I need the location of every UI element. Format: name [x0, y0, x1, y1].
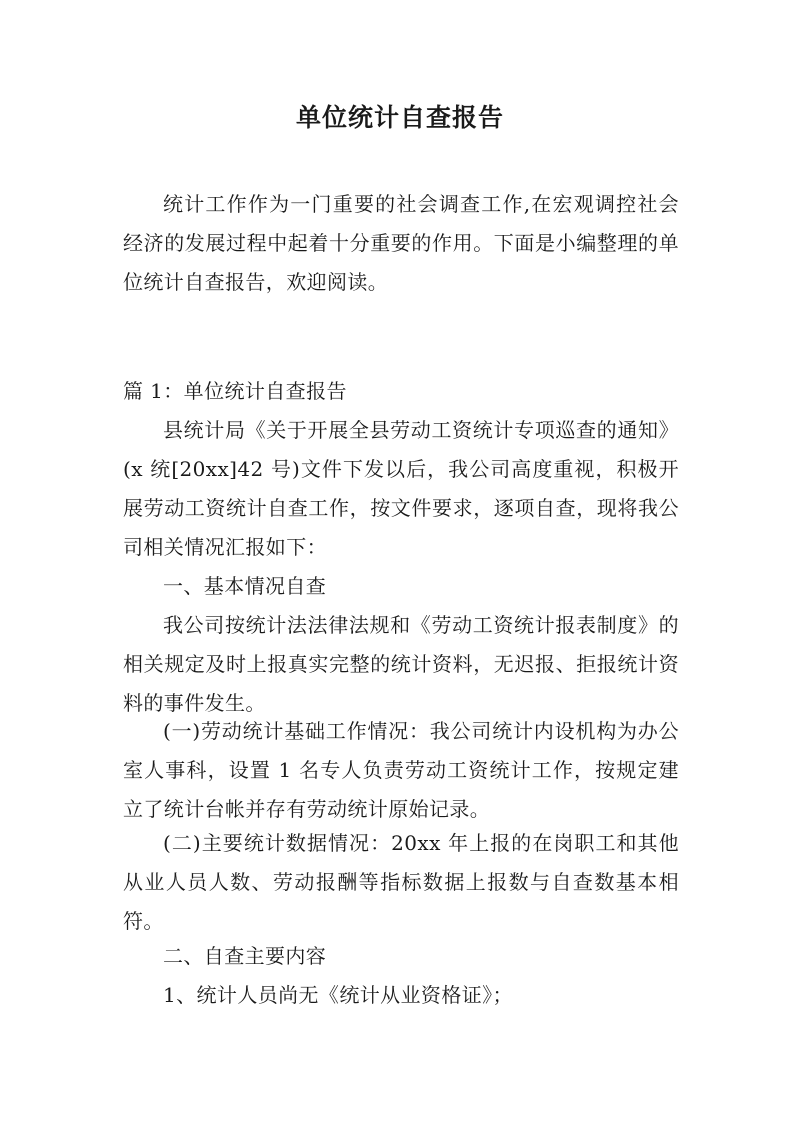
document-title: 单位统计自查报告 — [295, 103, 504, 132]
body-paragraph-4: (二)主要统计数据情况：20xx 年上报的在岗职工和其他从业人员人数、劳动报酬等指标数据上报数与自查数基本相符。 — [123, 831, 679, 933]
section-heading-2: 二、自查主要内容 — [163, 944, 327, 968]
list-item-1: 1、统计人员尚无《统计从业资格证》； — [163, 983, 513, 1007]
body-paragraph-1: 县统计局《关于开展全县劳动工资统计专项巡查的通知》(x 统[20xx]42 号)文件下发以后，我公司高度重视，积极开展劳动工资统计自查工作，按文件要求，逐项自查，现将我公司相关情况汇报如下： — [123, 418, 679, 559]
intro-paragraph: 统计工作作为一门重要的社会调查工作,在宏观调控社会经济的发展过程中起着十分重要的作用。下面是小编整理的单位统计自查报告，欢迎阅读。 — [123, 192, 679, 294]
body-paragraph-3: (一)劳动统计基础工作情况：我公司统计内设机构为办公室人事科，设置 1 名专人负责劳动工资统计工作，按规定建立了统计台帐并存有劳动统计原始记录。 — [123, 719, 679, 821]
body-paragraph-2: 我公司按统计法法律法规和《劳动工资统计报表制度》的相关规定及时上报真实完整的统计资料，无迟报、拒报统计资料的事件发生。 — [123, 613, 679, 715]
section-label: 篇 1：单位统计自查报告 — [123, 379, 347, 403]
section-heading-1: 一、基本情况自查 — [163, 574, 327, 598]
